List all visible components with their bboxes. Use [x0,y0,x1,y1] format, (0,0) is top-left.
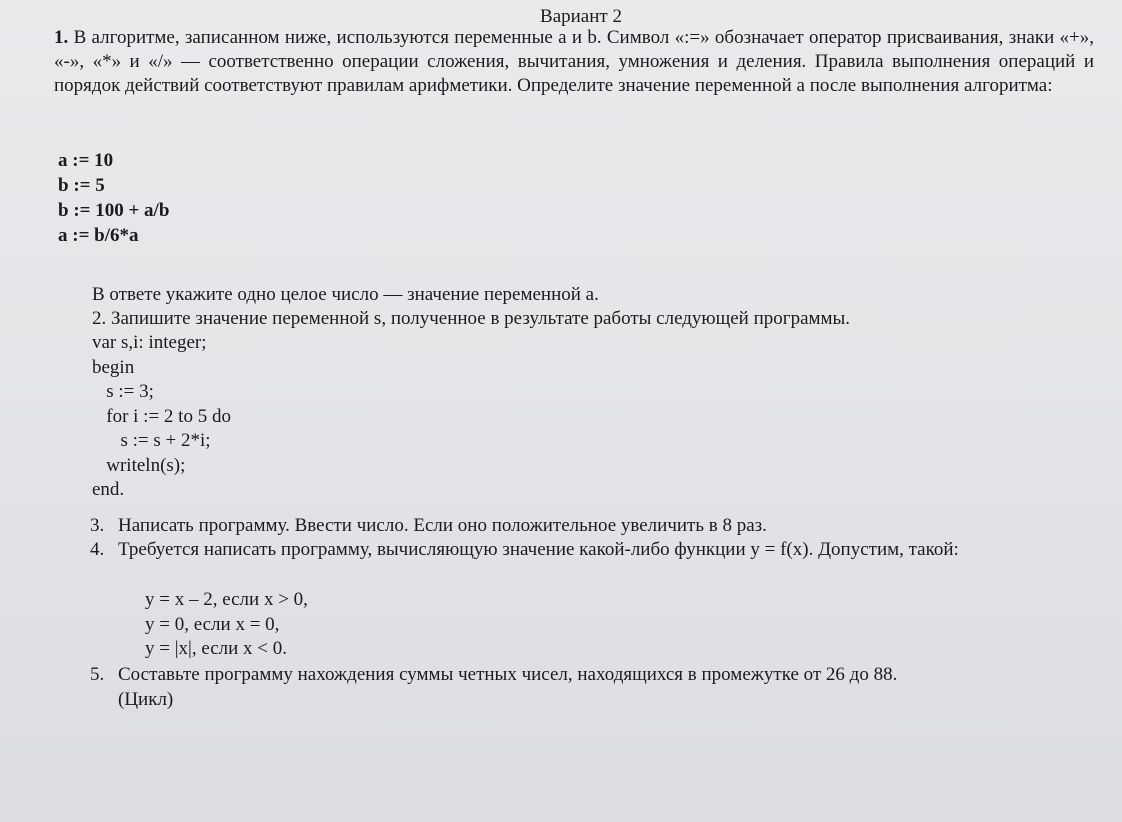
code-line: var s,i: integer; [92,332,207,353]
task5-number: 5. [90,664,105,685]
task5-note: (Цикл) [118,689,174,710]
code-line: begin [92,356,135,378]
code-line: for i := 2 to 5 do [92,405,231,427]
function-case: y = |x|, если x < 0. [145,638,288,659]
tasks-list [90,514,1120,562]
task3-text: Написать программу. Ввести число. Если оно положительное увеличить в 8 раз. [118,515,767,536]
task1-code [58,148,169,248]
code-line: a := 10 [58,150,114,171]
task2-statement [92,307,850,331]
function-case: y = x – 2, если x > 0, [145,589,308,610]
task3-item [90,514,1120,538]
variant-title: Вариант 2 [540,6,622,27]
code-line: end. [92,479,125,500]
code-line: b := 100 + a/b [58,200,170,221]
code-line: s := s + 2*i; [92,430,211,451]
task5-item [90,662,1120,712]
task1-number: 1. [54,27,69,48]
task2-program [92,331,231,503]
function-case: y = 0, если x = 0, [145,613,280,635]
task1-text: В алгоритме, записанном ниже, используются переменные a и b. Символ «:=» обозначает оператор присваивания, знаки «+», «-», «*» и «/» — соответственно операции сложения, вычитания, умножения и деления. Правила выполнения операций и порядок действий соответствуют правилам арифметики. Определите значение переменной a после выполнения алгоритма: [54,27,1095,96]
task3-number: 3. [90,515,105,536]
task1-answer-note: В ответе укажите одно целое число — значение переменной a. [92,284,599,305]
code-line: writeln(s); [92,454,186,476]
task4-number: 4. [90,539,105,560]
task2-text: Запишите значение переменной s, полученное в результате работы следующей программы. [111,308,851,329]
task5-line [90,662,1120,687]
task4-function-cases [145,588,308,662]
task4-item [90,538,1120,562]
task1-statement [54,26,1094,98]
code-line: b := 5 [58,175,105,196]
task4-text: Требуется написать программу, вычисляющую значение какой-либо функции y = f(x). Допустим, такой: [118,539,959,560]
code-line: s := 3; [92,381,154,402]
task2-number: 2. [92,308,107,329]
code-line: a := b/6*a [58,225,139,246]
task5-text: Составьте программу нахождения суммы четных чисел, находящихся в промежутке от 26 до 88. [118,664,898,685]
